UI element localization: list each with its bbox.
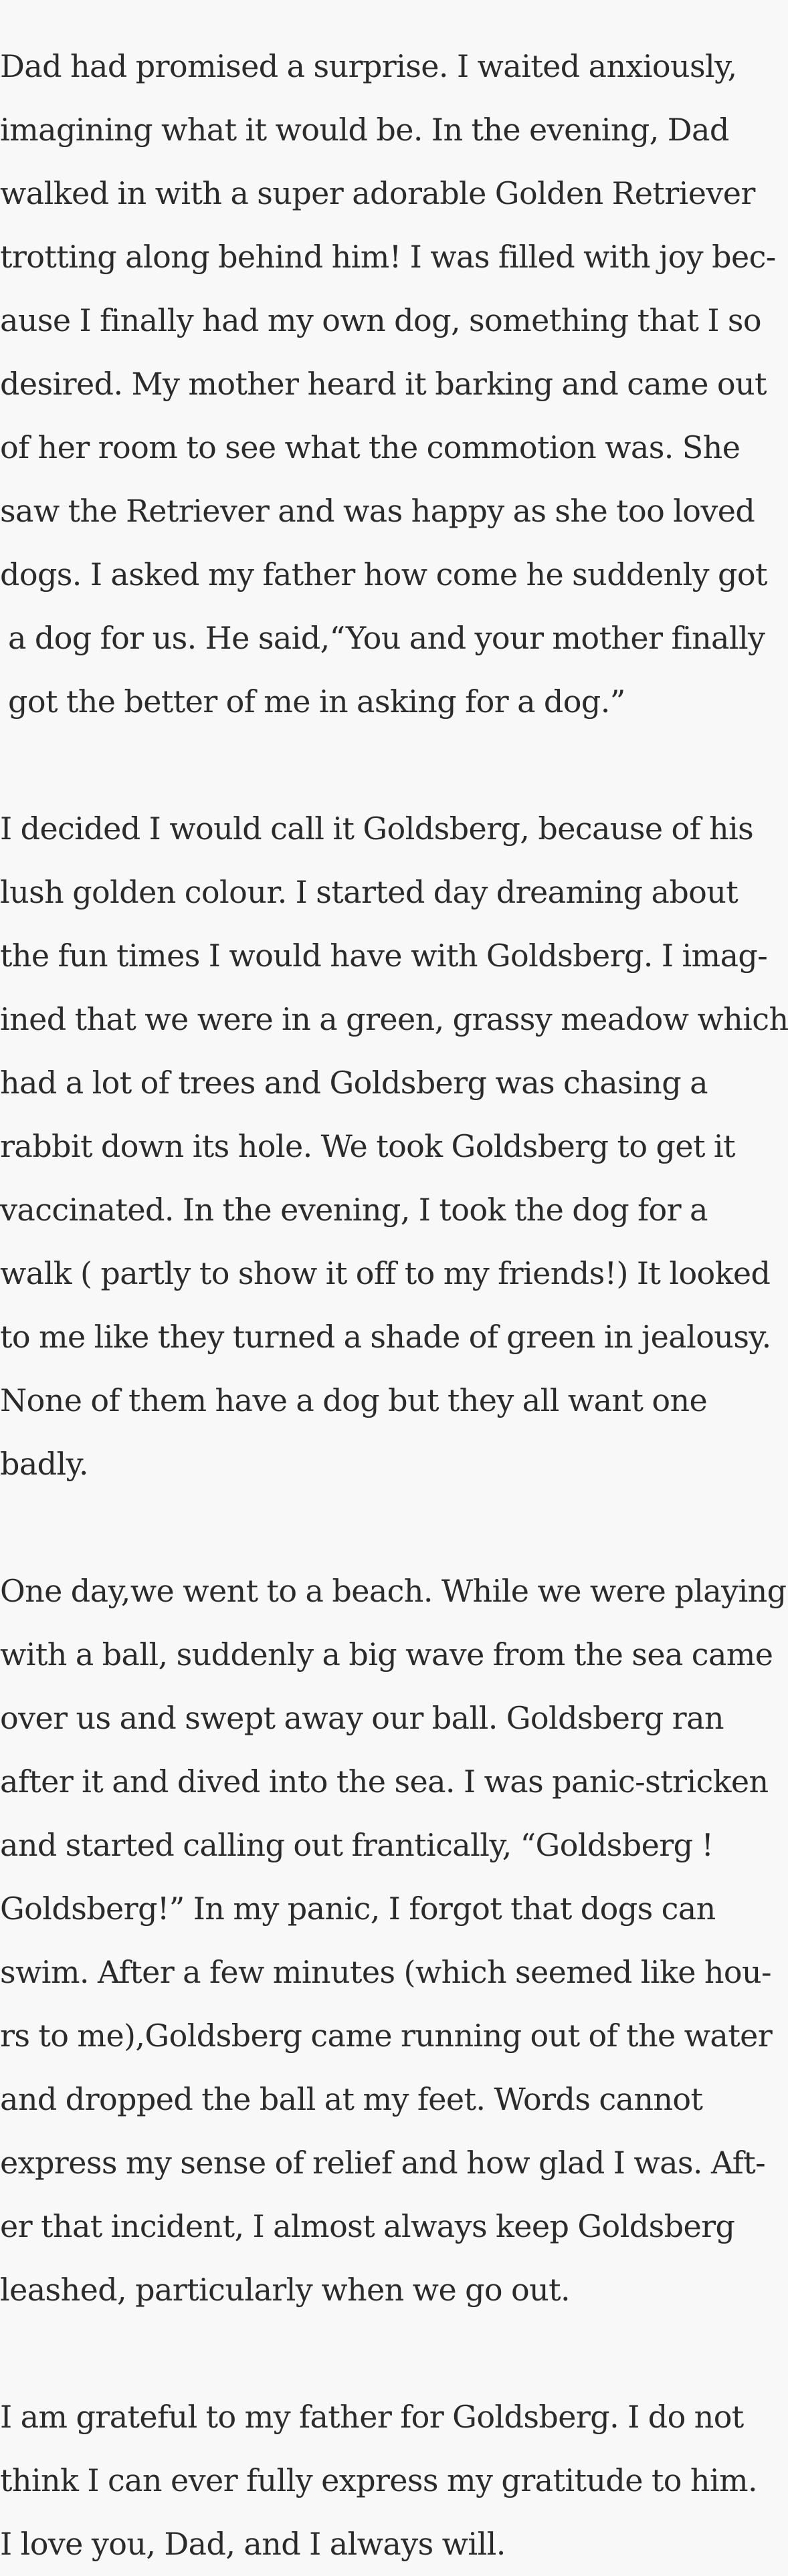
text-line: had a lot of trees and Goldsberg was chasing a — [0, 1065, 708, 1101]
text-line: rs to me),Goldsberg came running out of the water — [0, 2018, 773, 2054]
paragraph-spacer — [0, 1496, 656, 1560]
text-line: desired. My mother heard it barking and came out — [0, 366, 767, 402]
text-line: None of them have a dog but they all want one — [0, 1382, 708, 1418]
text-line: rabbit down its hole. We took Goldsberg to get it — [0, 1128, 735, 1164]
text-line: got the better of me in asking for a dog.” — [8, 683, 625, 720]
text-line: saw the Retriever and was happy as she too loved — [0, 493, 755, 529]
text-line: I decided I would call it Goldsberg, because of his — [0, 811, 754, 847]
text-line: walk ( partly to show it off to my friends!) It looked — [0, 1255, 771, 1291]
text-line: dogs. I asked my father how come he suddenly got — [0, 556, 767, 593]
text-line: swim. After a few minutes (which seemed like hou- — [0, 1954, 771, 1990]
text-line: the fun times I would have with Goldsberg. I imag- — [0, 938, 768, 974]
paragraph-1 — [0, 35, 776, 734]
text-line: vaccinated. In the evening, I took the dog for a — [0, 1192, 708, 1228]
paragraph-4 — [0, 2385, 758, 2576]
text-line: I love you, Dad, and I always will. — [0, 2526, 506, 2562]
paragraph-3 — [0, 1560, 787, 2322]
text-line: express my sense of relief and how glad I was. Aft- — [0, 2145, 766, 2181]
text-line: lush golden colour. I started day dreaming about — [0, 874, 738, 910]
text-line: Goldsberg!” In my panic, I forgot that dogs can — [0, 1891, 716, 1927]
text-line: imagining what it would be. In the evening, Dad — [0, 112, 729, 148]
text-line: and dropped the ball at my feet. Words cannot — [0, 2081, 703, 2117]
text-line: I am grateful to my father for Goldsberg. I do not — [0, 2399, 744, 2435]
paragraph-spacer — [0, 734, 656, 797]
text-line: ined that we were in a green, grassy meadow which — [0, 1001, 788, 1037]
text-line: and started calling out frantically, “Goldsberg ! — [0, 1827, 714, 1863]
text-line: er that incident, I almost always keep Goldsberg — [0, 2208, 735, 2244]
text-line: Dad had promised a surprise. I waited anxiously, — [0, 48, 737, 84]
text-line: ause I finally had my own dog, something that I so — [0, 302, 762, 338]
text-line: think I can ever fully express my gratitude to him. — [0, 2462, 758, 2498]
text-line: walked in with a super adorable Golden Retriever — [0, 175, 755, 211]
text-line: with a ball, suddenly a big wave from the sea came — [0, 1636, 773, 1673]
text-line: of her room to see what the commotion was. She — [0, 429, 741, 465]
text-line: One day,we went to a beach. While we were playing — [0, 1573, 787, 1609]
paragraph-2 — [0, 797, 788, 1496]
paragraph-spacer — [0, 2322, 656, 2385]
text-line: after it and dived into the sea. I was panic-stricken — [0, 1763, 769, 1800]
text-line: over us and swept away our ball. Goldsberg ran — [0, 1700, 724, 1736]
text-line: badly. — [0, 1446, 88, 1482]
text-line: a dog for us. He said,“You and your mother finally — [8, 620, 765, 656]
text-line: leashed, particularly when we go out. — [0, 2272, 571, 2308]
text-line: trotting along behind him! I was filled with joy bec- — [0, 239, 776, 275]
text-line: to me like they turned a shade of green in jealousy. — [0, 1319, 771, 1355]
